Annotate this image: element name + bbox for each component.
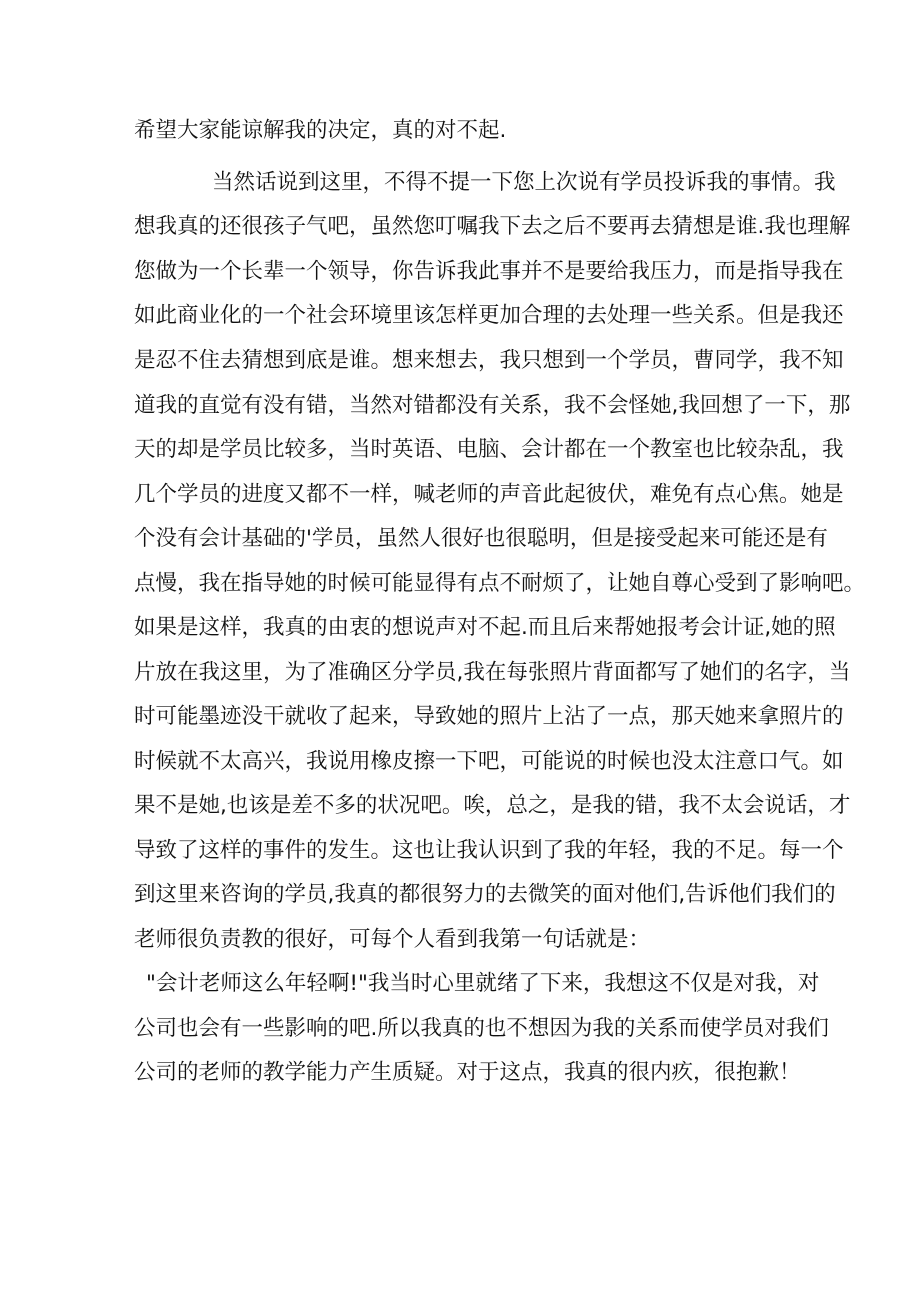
text-line: 道我的直觉有没有错，当然对错都没有关系，我不会怪她,我回想了一下，那 xyxy=(134,393,851,418)
text-line: 公司也会有一些影响的吧.所以我真的也不想因为我的关系而使学员对我们 xyxy=(134,1016,829,1041)
text-line: 时可能墨迹没干就收了起来，导致她的照片上沾了一点，那天她来拿照片的 xyxy=(134,704,844,729)
quote-line: "会计老师这么年轻啊!"我当时心里就绪了下来，我想这不仅是对我，对 xyxy=(146,971,820,996)
text-line: 点慢，我在指导她的时候可能显得有点不耐烦了，让她自尊心受到了影响吧。 xyxy=(134,571,866,596)
text-line: 希望大家能谅解我的决定，真的对不起. xyxy=(134,118,507,143)
text-line: 是忍不住去猜想到底是谁。想来想去，我只想到一个学员，曹同学，我不知 xyxy=(134,348,844,373)
text-line: 个没有会计基础的'学员，虽然人很好也很聪明，但是接受起来可能还是有 xyxy=(134,526,828,551)
text-line: 几个学员的进度又都不一样，喊老师的声音此起彼伏，难免有点心焦。她是 xyxy=(134,482,844,507)
paragraph-start-line: 当然话说到这里，不得不提一下您上次说有学员投诉我的事情。我 xyxy=(212,170,836,195)
text-line: 时候就不太高兴，我说用橡皮擦一下吧，可能说的时候也没太注意口气。如 xyxy=(134,749,844,774)
text-line: 公司的老师的教学能力产生质疑。对于这点，我真的很内疚，很抱歉！ xyxy=(134,1060,801,1085)
text-line: 片放在我这里，为了准确区分学员,我在每张照片背面都写了她们的名字，当 xyxy=(134,660,851,685)
text-line: 天的却是学员比较多，当时英语、电脑、会计都在一个教室也比较杂乱，我 xyxy=(134,437,844,462)
text-line: 您做为一个长辈一个领导，你告诉我此事并不是要给我压力，而是指导我在 xyxy=(134,259,844,284)
text-line: 如此商业化的一个社会环境里该怎样更加合理的去处理一些关系。但是我还 xyxy=(134,303,844,328)
text-line: 想我真的还很孩子气吧，虽然您叮嘱我下去之后不要再去猜想是谁.我也理解 xyxy=(134,214,851,239)
text-line: 老师很负责教的很好，可每个人看到我第一句话就是： xyxy=(134,927,651,952)
text-line: 如果是这样，我真的由衷的想说声对不起.而且后来帮她报考会计证,她的照 xyxy=(134,615,836,640)
text-line: 导致了这样的事件的发生。这也让我认识到了我的年轻，我的不足。每一个 xyxy=(134,838,844,863)
text-line: 到这里来咨询的学员,我真的都很努力的去微笑的面对他们,告诉他们我们的 xyxy=(134,882,836,907)
text-line: 果不是她,也该是差不多的状况吧。唉，总之，是我的错，我不太会说话，才 xyxy=(134,793,851,818)
